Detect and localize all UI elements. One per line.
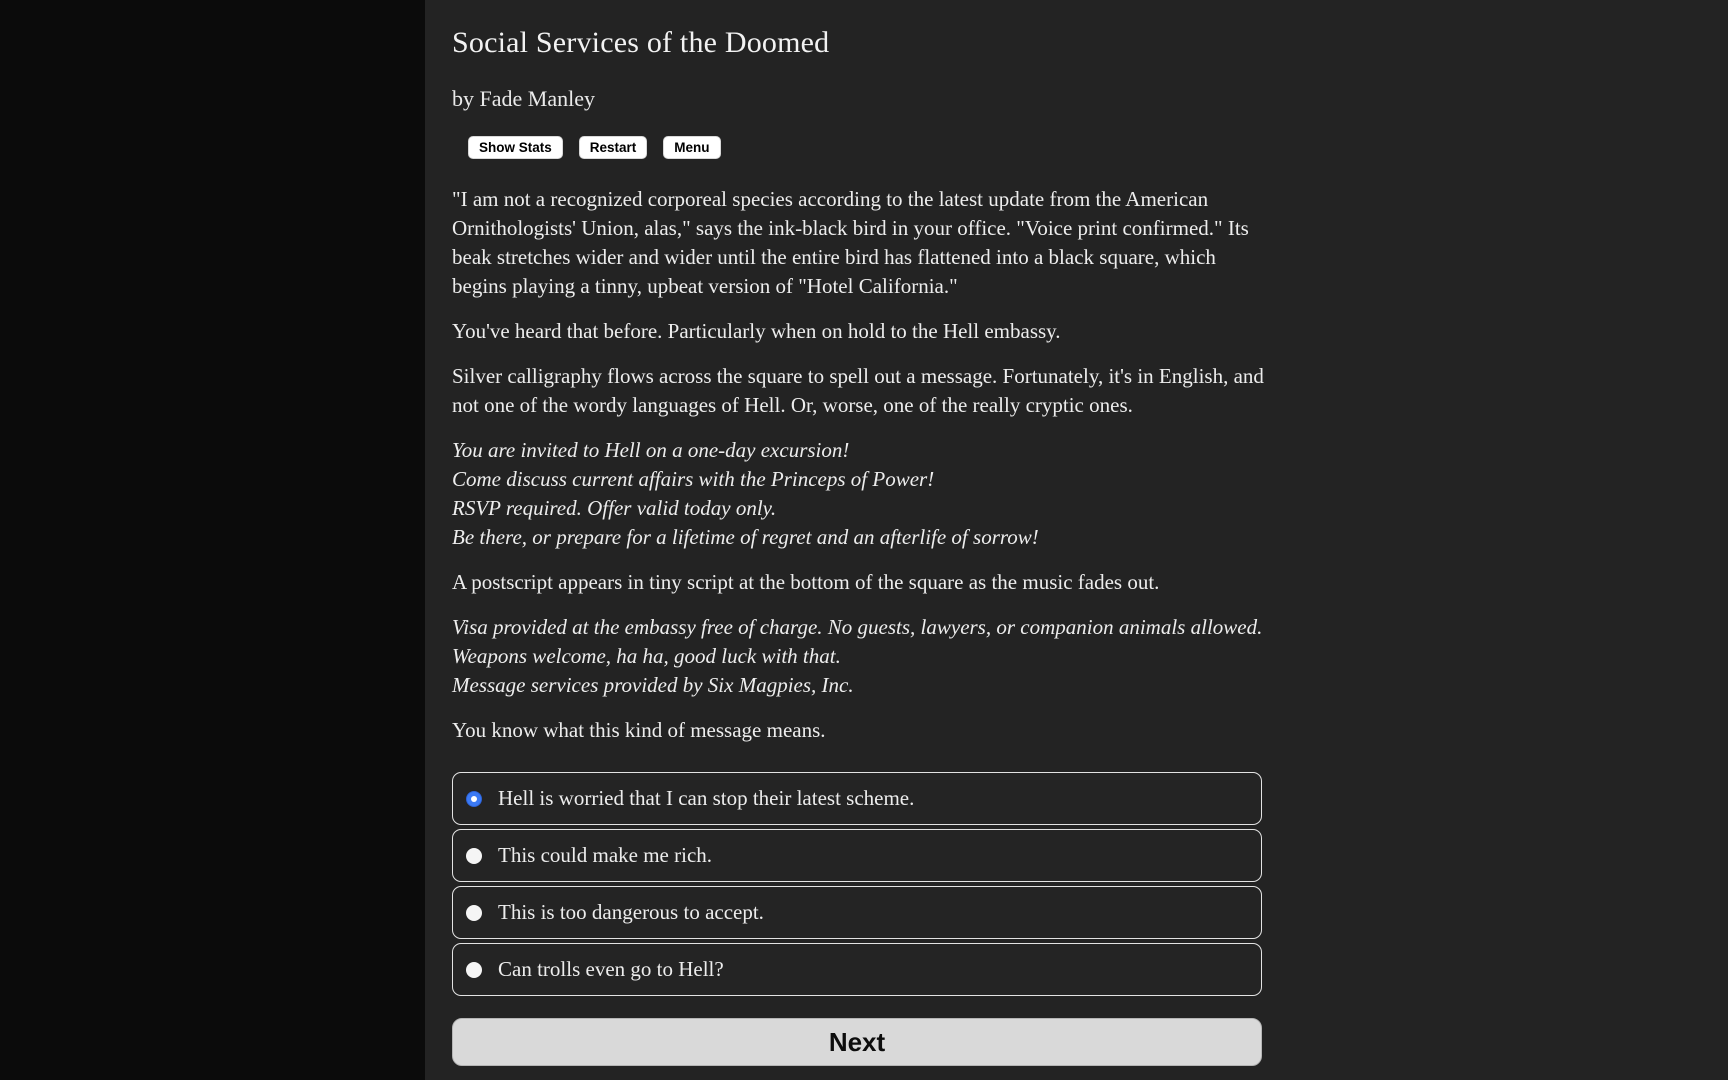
choice-option-1[interactable] — [452, 772, 1262, 825]
choice-option-2[interactable] — [452, 829, 1262, 882]
story-paragraph: You've heard that before. Particularly when on hold to the Hell embassy. — [452, 319, 1061, 343]
story-paragraph: "I am not a recognized corporeal species according to the latest update from the American Ornithologists' Union, alas," says the ink-black bird in your office. "Voice print confirmed." Its beak stretches wider and wider until the entire bird has flattened into a black square, which begins playing a tinny, upbeat version of "Hotel California." — [452, 187, 1249, 298]
choice-option-label: This is too dangerous to accept. — [498, 900, 764, 924]
left-black-margin — [0, 0, 425, 1080]
choice-option-label: Can trolls even go to Hell? — [498, 957, 724, 981]
page-title: Social Services of the Doomed — [452, 26, 830, 59]
postscript-line: Visa provided at the embassy free of charge. No guests, lawyers, or companion animals allowed. — [452, 615, 1263, 639]
choice-option-label: This could make me rich. — [498, 843, 713, 867]
postscript-message — [452, 613, 1264, 700]
invitation-message — [452, 436, 1264, 552]
invitation-line: RSVP required. Offer valid today only. — [452, 496, 777, 520]
story-paragraph: You know what this kind of message means. — [452, 718, 826, 742]
next-button[interactable]: Next — [452, 1018, 1262, 1066]
postscript-line: Weapons welcome, ha ha, good luck with that. — [452, 644, 841, 668]
radio-unselected-icon[interactable] — [466, 962, 482, 978]
invitation-line: Come discuss current affairs with the Princeps of Power! — [452, 467, 935, 491]
story-paragraph: Silver calligraphy flows across the square to spell out a message. Fortunately, it's in English, and not one of the wordy languages of Hell. Or, worse, one of the really cryptic ones. — [452, 364, 1264, 417]
invitation-line: Be there, or prepare for a lifetime of regret and an afterlife of sorrow! — [452, 525, 1039, 549]
choice-list — [452, 772, 1262, 996]
radio-unselected-icon[interactable] — [466, 848, 482, 864]
radio-selected-icon[interactable] — [466, 791, 482, 807]
radio-unselected-icon[interactable] — [466, 905, 482, 921]
menu-button[interactable]: Menu — [663, 136, 720, 159]
story-paragraph: A postscript appears in tiny script at the bottom of the square as the music fades out. — [452, 570, 1160, 594]
invitation-line: You are invited to Hell on a one-day excursion! — [452, 438, 850, 462]
story-text — [452, 185, 1264, 745]
choice-option-label: Hell is worried that I can stop their latest scheme. — [498, 786, 915, 810]
choice-option-3[interactable] — [452, 886, 1262, 939]
author-byline: by Fade Manley — [452, 86, 595, 111]
restart-button[interactable]: Restart — [579, 136, 648, 159]
toolbar — [468, 136, 1264, 159]
game-page — [452, 0, 1264, 1066]
choice-option-4[interactable] — [452, 943, 1262, 996]
show-stats-button[interactable]: Show Stats — [468, 136, 563, 159]
postscript-line: Message services provided by Six Magpies, Inc. — [452, 673, 854, 697]
